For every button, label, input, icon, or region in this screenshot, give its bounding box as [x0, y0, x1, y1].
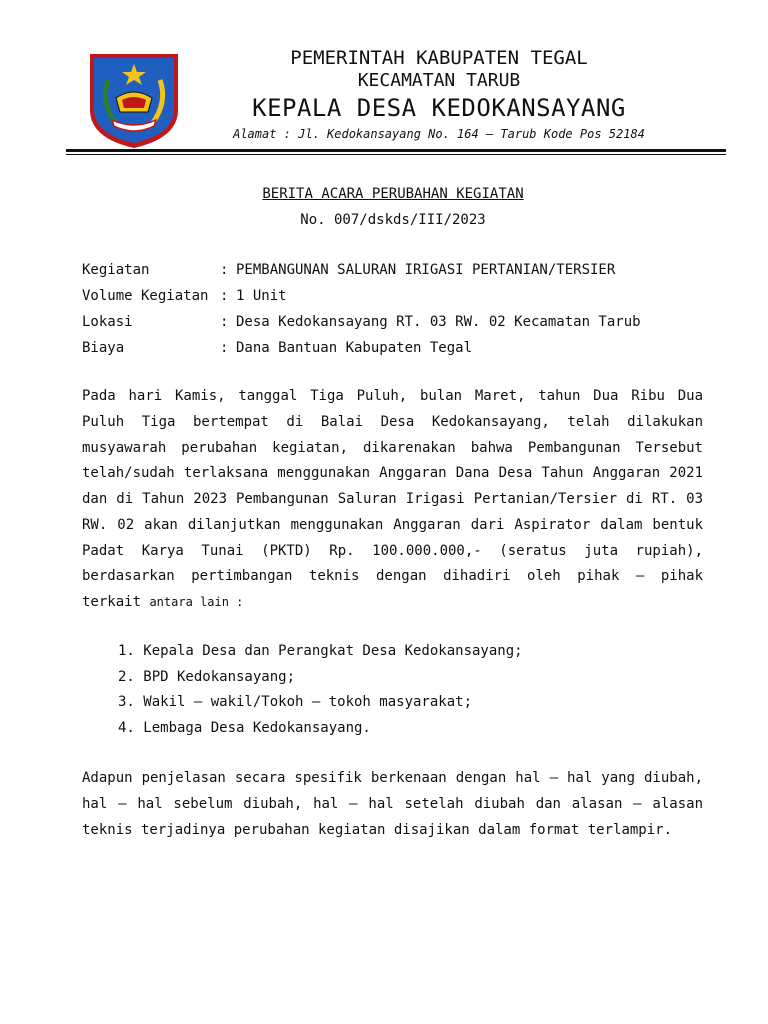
document-title-text: BERITA ACARA PERUBAHAN KEGIATAN — [262, 186, 524, 202]
info-sep: : — [220, 340, 229, 356]
activity-info-table — [82, 260, 641, 364]
letterhead-address: Alamat : Jl. Kedokansayang No. 164 – Tarub Kode Pos 52184 — [233, 127, 645, 141]
info-key: Biaya — [82, 340, 125, 356]
list-item: 3. Wakil – wakil/Tokoh – tokoh masyarakat; — [118, 694, 473, 710]
info-key: Kegiatan — [82, 262, 150, 278]
list-item: 4. Lembaga Desa Kedokansayang. — [118, 719, 371, 736]
info-sep: : — [220, 288, 229, 304]
body-paragraph-1-text: Pada hari Kamis, tanggal Tiga Puluh, bulan Maret, tahun Dua Ribu Dua Puluh Tiga bertempat di Balai Desa Kedokansayang, telah dilakukan musyawarah perubahan kegiatan, dikarenakan bahwa Pembangunan Tersebut telah/sudah terlaksana menggunakan Anggaran Dana Desa Tahun Anggaran 2021 dan di Tahun 2023 Pembangunan Saluran Irigasi Pertanian/Tersier di RT. 03 RW. 02 akan dilanjutkan menggunakan Anggaran dari Aspirator dalam bentuk Padat Karya Tunai (PKTD) Rp. 100.000.000,- (seratus juta rupiah), berdasarkan pertimbangan teknis dengan dihadiri oleh pihak – pihak terkait — [82, 388, 703, 610]
letterhead — [200, 46, 678, 143]
body-paragraph-1-tail: antara lain : — [149, 595, 244, 609]
body-paragraph-1 — [82, 384, 703, 616]
document-title — [0, 184, 768, 204]
list-item: 2. BPD Kedokansayang; — [118, 668, 296, 685]
document-number: No. 007/dskds/III/2023 — [300, 212, 486, 228]
letterhead-line-2: KECAMATAN TARUB — [357, 70, 521, 91]
list-item: 1. Kepala Desa dan Perangkat Desa Kedokansayang; — [118, 643, 523, 659]
info-sep: : — [220, 314, 229, 330]
info-value: Dana Bantuan Kabupaten Tegal — [236, 340, 473, 356]
kabupaten-tegal-crest-icon — [86, 50, 182, 150]
info-value: PEMBANGUNAN SALURAN IRIGASI PERTANIAN/TERSIER — [236, 262, 616, 278]
attendee-list — [118, 640, 523, 742]
info-value: 1 Unit — [236, 288, 287, 304]
info-row — [82, 286, 641, 312]
letterhead-rule-thin — [66, 154, 726, 155]
info-row — [82, 312, 641, 338]
letterhead-line-3: KEPALA DESA KEDOKANSAYANG — [252, 94, 626, 122]
info-key: Volume Kegiatan — [82, 288, 209, 304]
info-sep: : — [220, 262, 229, 278]
info-row — [82, 338, 641, 364]
letterhead-rule-thick — [66, 149, 726, 152]
letterhead-line-1: PEMERINTAH KABUPATEN TEGAL — [290, 47, 588, 69]
info-value: Desa Kedokansayang RT. 03 RW. 02 Kecamatan Tarub — [236, 314, 641, 330]
body-paragraph-2: Adapun penjelasan secara spesifik berkenaan dengan hal – hal yang diubah, hal – hal sebelum diubah, hal – hal setelah diubah dan alasan – alasan teknis terjadinya perubahan kegiatan disajikan dalam format terlampir. — [82, 770, 703, 838]
info-key: Lokasi — [82, 314, 133, 330]
info-row — [82, 260, 641, 286]
